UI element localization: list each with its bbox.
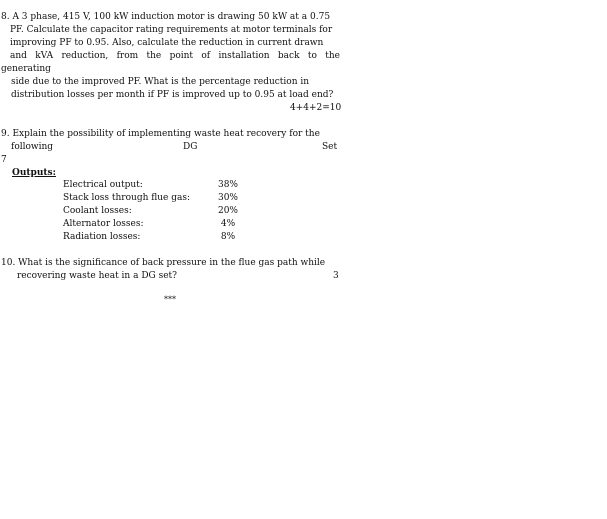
q10-line-1: 10. What is the significance of back pressure in the flue gas path while — [1, 258, 326, 268]
q9-line-2-start: following — [11, 142, 54, 152]
output-value: 38% — [217, 180, 238, 190]
q9-line-1: 9. Explain the possibility of implementing waste heat recovery for the — [1, 129, 320, 139]
q8-line-4: and kVA reduction, from the point of installation back to the — [10, 51, 340, 61]
output-label: Stack loss through flue gas: — [63, 193, 191, 203]
q8-line-5: generating — [1, 64, 51, 74]
output-label: Coolant losses: — [63, 206, 132, 216]
output-label: Electrical output: — [63, 180, 143, 190]
q10-line-2: recovering waste heat in a DG set? — [17, 271, 177, 281]
output-value: 30% — [217, 193, 238, 203]
output-value: 4% — [220, 219, 236, 229]
q9-line-2-mid: DG — [183, 142, 198, 152]
q8-line-1: 8. A 3 phase, 415 V, 100 kW induction motor is drawing 50 kW at a 0.75 — [1, 12, 331, 22]
end-of-section-mark: *** — [164, 295, 176, 304]
q9-line-2-end: Set — [322, 142, 338, 152]
outputs-heading: Outputs: — [12, 168, 56, 178]
q9-marks: 7 — [1, 155, 7, 165]
output-label: Alternator losses: — [63, 219, 144, 229]
output-label: Radiation losses: — [63, 232, 141, 242]
q8-line-7: distribution losses per month if PF is improved up to 0.95 at load end? — [11, 90, 334, 100]
q8-marks: 4+4+2=10 — [290, 103, 342, 113]
q8-line-3: improving PF to 0.95. Also, calculate the reduction in current drawn — [10, 38, 324, 48]
q8-line-6: side due to the improved PF. What is the percentage reduction in — [11, 77, 310, 87]
output-value: 20% — [217, 206, 238, 216]
q10-marks: 3 — [333, 271, 339, 281]
q8-line-2: PF. Calculate the capacitor rating requirements at motor terminals for — [10, 25, 333, 35]
output-value: 8% — [220, 232, 236, 242]
